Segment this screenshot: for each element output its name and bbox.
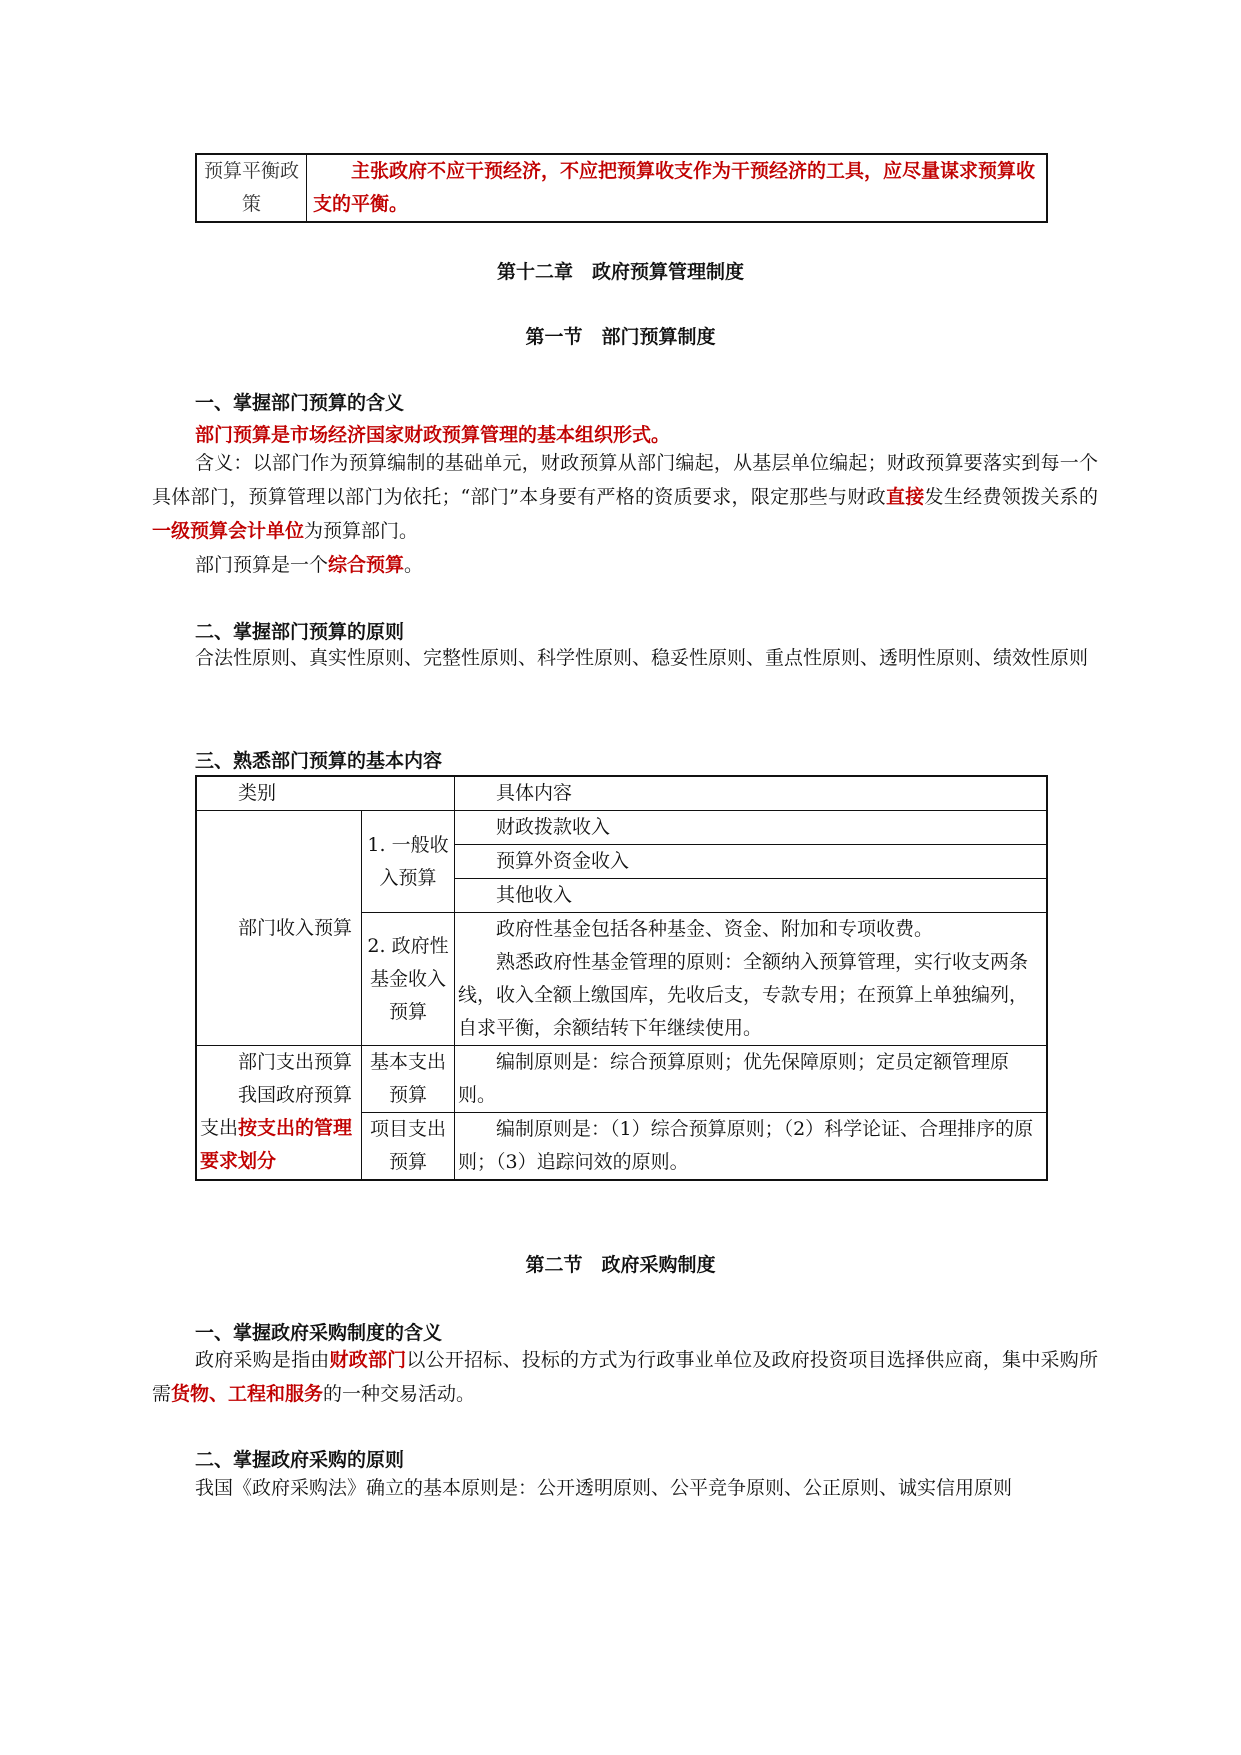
income-budget-label: 部门收入预算 [196, 811, 362, 1046]
chapter-title: 第十二章 政府预算管理制度 [496, 261, 744, 283]
income-item: 其他收入 [455, 879, 1048, 913]
definition-text-2: 以公开招标、投标的方式为行政事业单位及政府投资项目选择供应商，集中采购所需 [152, 1349, 1098, 1405]
procurement-definition [152, 1343, 1098, 1411]
header-content: 具体内容 [455, 776, 1048, 811]
section1-title: 第一节 部门预算制度 [525, 326, 716, 348]
comprehensive-emphasis: 综合预算 [328, 554, 405, 576]
section1-key-statement: 部门预算是市场经济国家财政预算管理的基本组织形式。 [195, 424, 671, 446]
definition-text-3: 的一种交易活动。 [323, 1383, 476, 1405]
meaning-emphasis-unit: 一级预算会计单位 [152, 520, 305, 542]
section2-heading-meaning: 一、掌握政府采购制度的含义 [195, 1322, 443, 1344]
comprehensive-text-2: 。 [404, 554, 424, 576]
policy-description-cell: 主张政府不应干预经济，不应把预算收支作为干预经济的工具，应尽量谋求预算收支的平衡。 [307, 154, 1048, 222]
definition-emphasis-goods: 货物、工程和服务 [171, 1383, 324, 1405]
expense-note-text: 我国政府预算支出 [200, 1084, 353, 1139]
basic-expense-label: 基本支出预算 [362, 1046, 455, 1113]
comprehensive-text-1: 部门预算是一个 [195, 554, 329, 576]
section2-heading-principles: 二、掌握政府采购的原则 [195, 1449, 405, 1471]
general-income-label: 1. 一般收入预算 [362, 811, 455, 913]
gov-fund-content [455, 913, 1048, 1046]
procurement-principles: 我国《政府采购法》确立的基本原则是：公开透明原则、公平竞争原则、公正原则、诚实信用原则 [195, 1477, 1013, 1499]
income-item: 财政拨款收入 [455, 811, 1048, 845]
meaning-text-1: 含义：以部门作为预算编制的基础单元，财政预算从部门编起，从基层单位编起；财政预算要落实到每一个具体部门，预算管理以部门为依托；“部门”本身要有严格的资质要求，限定那些与财政 [152, 452, 1098, 508]
project-expense-label: 项目支出预算 [362, 1113, 455, 1181]
department-budget-content-table [195, 775, 1048, 1181]
expense-budget-note [200, 1079, 358, 1178]
definition-emphasis-dept: 财政部门 [329, 1349, 407, 1371]
project-expense-content: 编制原则是：（1）综合预算原则；（2）科学论证、合理排序的原则；（3）追踪问效的原则。 [455, 1113, 1048, 1181]
header-category: 类别 [196, 776, 455, 811]
policy-label-cell: 预算平衡政策 [196, 154, 307, 222]
principles-paragraph: 合法性原则、真实性原则、完整性原则、科学性原则、稳妥性原则、重点性原则、透明性原则、绩效性原则 [195, 647, 1089, 669]
section1-heading-meaning: 一、掌握部门预算的含义 [195, 392, 405, 414]
section2-title: 第二节 政府采购制度 [525, 1254, 716, 1276]
comprehensive-budget-line [152, 548, 1098, 582]
definition-text-1: 政府采购是指由 [195, 1349, 330, 1371]
expense-note-emphasis: 按支出的管理要求划分 [200, 1117, 353, 1172]
budget-balance-policy-table [195, 153, 1048, 223]
income-item: 预算外资金收入 [455, 845, 1048, 879]
meaning-emphasis-direct: 直接 [885, 486, 925, 508]
gov-fund-principles: 熟悉政府性基金管理的原则：全额纳入预算管理，实行收支两条线，收入全额上缴国库，先收后支，专款专用；在预算上单独编列，自求平衡，余额结转下年继续使用。 [458, 951, 1029, 1039]
meaning-text-2: 发生经费领拨关系的 [924, 486, 1098, 508]
expense-budget-label: 部门支出预算 [238, 1051, 353, 1073]
gov-fund-label: 2. 政府性基金收入预算 [362, 913, 455, 1046]
meaning-text-3: 为预算部门。 [304, 520, 419, 542]
meaning-paragraph [152, 446, 1098, 548]
section1-heading-content: 三、熟悉部门预算的基本内容 [195, 750, 443, 772]
basic-expense-content: 编制原则是：综合预算原则；优先保障原则；定员定额管理原则。 [455, 1046, 1048, 1113]
section1-heading-principles: 二、掌握部门预算的原则 [195, 621, 405, 643]
expense-budget-label-cell [196, 1046, 362, 1181]
gov-fund-definition: 政府性基金包括各种基金、资金、附加和专项收费。 [496, 918, 934, 940]
